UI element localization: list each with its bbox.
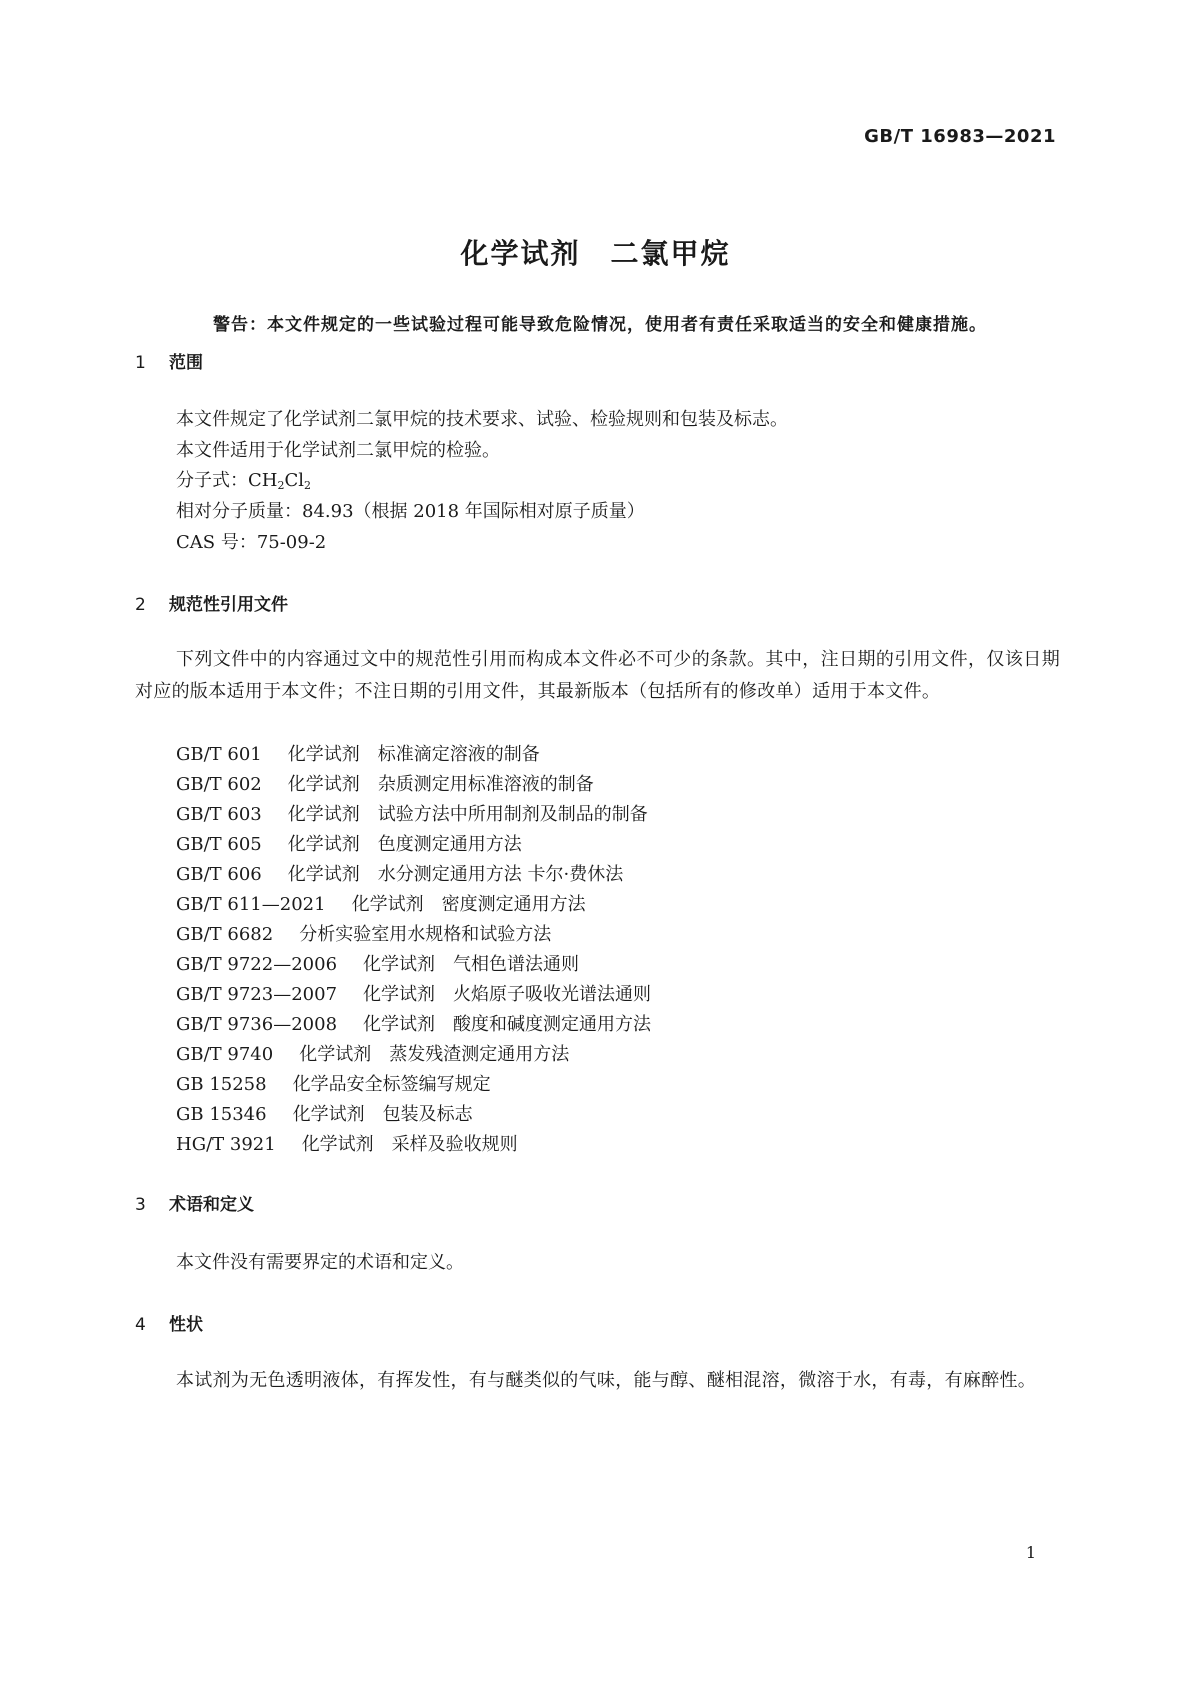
standard-id: GB/T 16983—2021 [864, 126, 1056, 147]
formula-label: 分子式： [176, 470, 248, 491]
reference-name: 化学试剂 密度测定通用方法 [351, 894, 586, 915]
section-2-heading [135, 590, 288, 615]
reference-item [176, 980, 651, 1006]
reference-name: 化学试剂 标准滴定溶液的制备 [287, 744, 540, 765]
reference-name: 化学试剂 色度测定通用方法 [287, 834, 522, 855]
cas-number: CAS 号：75-09-2 [176, 532, 327, 553]
section-number: 1 [135, 353, 146, 373]
scope-line: 本文件适用于化学试剂二氯甲烷的检验。 [176, 440, 500, 461]
section-4-heading [135, 1310, 203, 1335]
page-number: 1 [1025, 1543, 1036, 1562]
terms-text: 本文件没有需要界定的术语和定义。 [176, 1252, 464, 1273]
section-number: 2 [135, 595, 146, 615]
section-title: 规范性引用文件 [169, 595, 288, 615]
reference-item [176, 800, 648, 826]
section-title: 术语和定义 [169, 1195, 254, 1215]
reference-code: GB/T 605 [176, 834, 262, 855]
reference-name: 化学品安全标签编写规定 [292, 1074, 491, 1095]
reference-item [176, 740, 540, 766]
reference-item [176, 1010, 651, 1036]
section-number: 3 [135, 1195, 146, 1215]
reference-code: GB/T 9740 [176, 1044, 274, 1065]
reference-item [176, 950, 579, 976]
scope-line: 本文件规定了化学试剂二氯甲烷的技术要求、试验、检验规则和包装及标志。 [176, 409, 788, 430]
reference-code: GB/T 603 [176, 804, 262, 825]
section-1-heading [135, 348, 203, 373]
formula-subscript: 2 [304, 479, 312, 492]
reference-name: 化学试剂 包装及标志 [292, 1104, 473, 1125]
properties-text: 本试剂为无色透明液体，有挥发性，有与醚类似的气味，能与醇、醚相混溶，微溶于水，有毒，有麻醉性。 [176, 1370, 1037, 1391]
reference-name: 化学试剂 水分测定通用方法 卡尔·费休法 [287, 864, 624, 885]
reference-name: 化学试剂 采样及验收规则 [301, 1134, 518, 1155]
section-number: 4 [135, 1315, 146, 1335]
reference-name: 化学试剂 火焰原子吸收光谱法通则 [363, 984, 652, 1005]
reference-code: GB/T 606 [176, 864, 262, 885]
reference-code: HG/T 3921 [176, 1134, 276, 1155]
reference-item [176, 920, 551, 946]
section-3-heading [135, 1190, 254, 1215]
reference-item [176, 1040, 569, 1066]
reference-name: 化学试剂 试验方法中所用制剂及制品的制备 [287, 804, 648, 825]
section-title: 性状 [169, 1315, 203, 1335]
document-title: 化学试剂 二氯甲烷 [460, 237, 731, 270]
reference-code: GB 15258 [176, 1074, 267, 1095]
normative-references-intro: 下列文件中的内容通过文中的规范性引用而构成本文件必不可少的条款。其中，注日期的引用文件，仅该日期对应的版本适用于本文件；不注日期的引用文件，其最新版本（包括所有的修改单）适用于本文件。 [135, 649, 1060, 702]
reference-item [176, 860, 623, 886]
formula-subscript: 2 [277, 479, 285, 492]
reference-code: GB/T 9736—2008 [176, 1014, 338, 1035]
warning-notice: 警告：本文件规定的一些试验过程可能导致危险情况，使用者有责任采取适当的安全和健康措施。 [213, 315, 987, 335]
reference-code: GB/T 9722—2006 [176, 954, 338, 975]
formula-cl: Cl [284, 470, 305, 491]
reference-item [176, 1100, 473, 1126]
reference-name: 化学试剂 杂质测定用标准溶液的制备 [287, 774, 594, 795]
reference-item [176, 830, 522, 856]
reference-name: 化学试剂 酸度和碱度测定通用方法 [363, 1014, 652, 1035]
reference-code: GB/T 6682 [176, 924, 274, 945]
molecular-mass: 相对分子质量：84.93（根据 2018 年国际相对原子质量） [176, 501, 645, 522]
reference-name: 化学试剂 气相色谱法通则 [363, 954, 580, 975]
reference-name: 化学试剂 蒸发残渣测定通用方法 [299, 1044, 570, 1065]
section-title: 范围 [169, 353, 203, 373]
reference-code: GB/T 602 [176, 774, 262, 795]
reference-item [176, 1130, 518, 1156]
reference-code: GB/T 9723—2007 [176, 984, 338, 1005]
molecular-formula [176, 466, 311, 492]
formula-c: CH [248, 470, 278, 491]
reference-code: GB/T 601 [176, 744, 262, 765]
reference-name: 分析实验室用水规格和试验方法 [299, 924, 552, 945]
reference-item [176, 770, 594, 796]
reference-item [176, 1070, 491, 1096]
reference-code: GB 15346 [176, 1104, 267, 1125]
reference-item [176, 890, 586, 916]
reference-code: GB/T 611—2021 [176, 894, 326, 915]
